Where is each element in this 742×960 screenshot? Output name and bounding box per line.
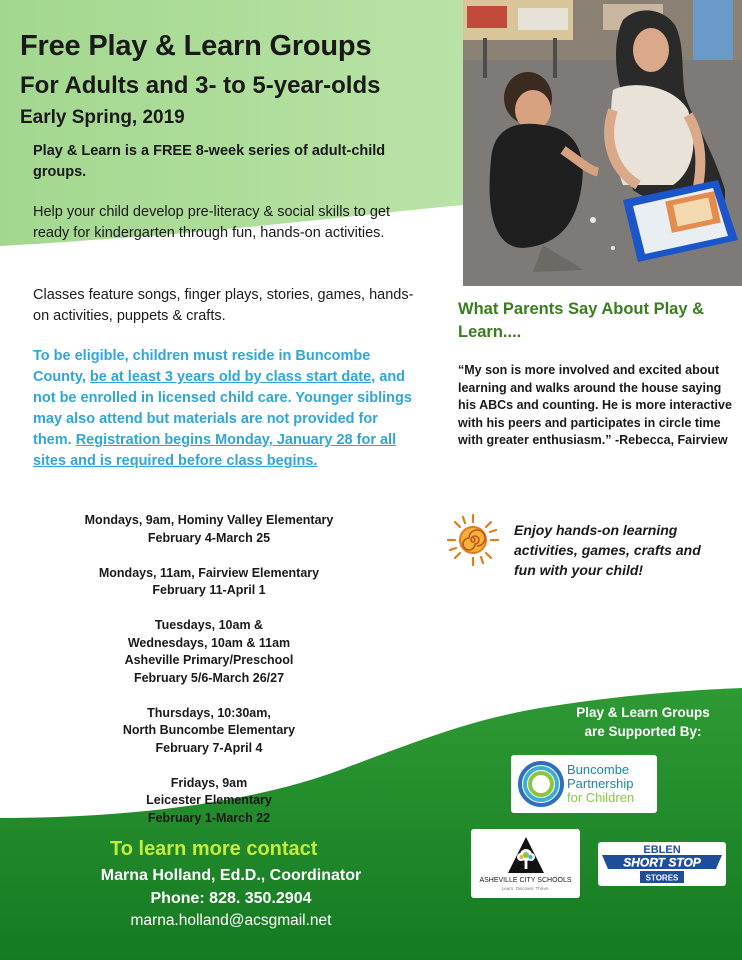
schedule-line: Mondays, 9am, Hominy Valley Elementary bbox=[84, 513, 334, 527]
schedule-line: February 7-April 4 bbox=[155, 740, 263, 755]
registration-notice: Registration begins Monday, January 28 for all sites and is required before class begins. bbox=[33, 432, 397, 469]
sun-icon bbox=[446, 513, 500, 567]
schedule-line: Mondays, 11am, Fairview Elementary bbox=[98, 565, 320, 580]
schedule-item bbox=[0, 705, 418, 758]
schedule-line: North Buncombe Elementary bbox=[122, 723, 296, 737]
page-subtitle: For Adults and 3- to 5-year-olds bbox=[20, 72, 381, 99]
schedule-line: Fridays, 9am bbox=[170, 775, 248, 790]
schedule-line: Thursdays, 10:30am, bbox=[147, 705, 271, 720]
parent-testimonial: “My son is more involved and excited about learning and walks around the house saying his ABCs and counting. He is more interactive with his peers and participates in circle time with greater enthusiasm.” -Rebecca, Fairview bbox=[458, 363, 732, 447]
schedule-item bbox=[0, 775, 418, 828]
enjoy-callout: Enjoy hands-on learning activities, games, crafts and fun with your child! bbox=[514, 522, 701, 578]
bpc-name-line: Buncombe bbox=[567, 762, 630, 777]
bpc-logo-text bbox=[567, 763, 634, 805]
circle-logo-icon bbox=[517, 760, 565, 808]
contact-name: Marna Holland, Ed.D., Coordinator bbox=[100, 867, 362, 884]
schedule-line: Wednesdays, 10am & 11am bbox=[127, 635, 291, 650]
schedule-item bbox=[0, 565, 418, 600]
intro-text: Play & Learn is a FREE 8-week series of adult-child groups. bbox=[33, 143, 386, 180]
bpc-name-line: Partnership bbox=[567, 776, 634, 791]
features-paragraph: Classes feature songs, finger plays, stories, games, hands-on activities, puppets & crafts. bbox=[33, 287, 414, 324]
eligibility-text-continued: and not be enrolled in licensed child care. Younger siblings may also attend but materials are not provided for them. bbox=[33, 369, 412, 448]
eligibility-paragraph bbox=[33, 346, 413, 472]
eblen-short-stop-logo bbox=[598, 842, 726, 886]
acs-tagline: Learn. Discover. Thrive. bbox=[501, 886, 550, 891]
schedule-line: Leicester Elementary bbox=[146, 793, 272, 807]
page-title: Free Play & Learn Groups bbox=[20, 30, 372, 62]
schedule-line: February 1-March 22 bbox=[147, 810, 271, 825]
contact-phone: Phone: 828. 350.2904 bbox=[150, 890, 312, 907]
class-schedule bbox=[0, 512, 418, 845]
schedule-line: Asheville Primary/Preschool bbox=[124, 653, 294, 667]
description-paragraph: Help your child develop pre-literacy & social skills to get ready for kindergarten through fun, hands-on activities. bbox=[33, 204, 391, 241]
supporters-heading-line: Play & Learn Groups bbox=[576, 705, 710, 720]
schedule-line: Tuesdays, 10am & bbox=[154, 618, 264, 632]
bpc-name-line: for Children bbox=[567, 790, 635, 805]
schedule-item bbox=[0, 512, 418, 547]
eligibility-text: To be eligible, children must reside in Buncombe County, bbox=[33, 348, 371, 385]
schedule-line: February 4-March 25 bbox=[147, 530, 271, 545]
eblen-mid-text: SHORT STOP bbox=[623, 855, 701, 870]
eligibility-age-requirement: be at least 3 years old by class start date, bbox=[89, 369, 376, 385]
tree-logo-icon bbox=[506, 835, 546, 875]
supporters-heading-line: are Supported By: bbox=[584, 724, 702, 739]
parents-section-title: What Parents Say About Play & Learn.... bbox=[458, 300, 705, 341]
buncombe-partnership-logo bbox=[511, 755, 657, 813]
classroom-photo bbox=[463, 0, 742, 286]
season-label: Early Spring, 2019 bbox=[20, 107, 185, 128]
asheville-city-schools-logo bbox=[471, 829, 580, 898]
eblen-top-text: EBLEN bbox=[643, 844, 681, 856]
acs-name: ASHEVILLE CITY SCHOOLS bbox=[479, 877, 572, 884]
schedule-item bbox=[0, 617, 418, 687]
schedule-line: February 5/6-March 26/27 bbox=[133, 670, 285, 685]
contact-heading: To learn more contact bbox=[110, 838, 318, 860]
schedule-line: February 11-April 1 bbox=[152, 583, 266, 597]
supporters-heading bbox=[548, 703, 738, 741]
eblen-bottom-text: STORES bbox=[645, 873, 679, 883]
contact-email[interactable]: marna.holland@acsgmail.net bbox=[130, 912, 332, 929]
